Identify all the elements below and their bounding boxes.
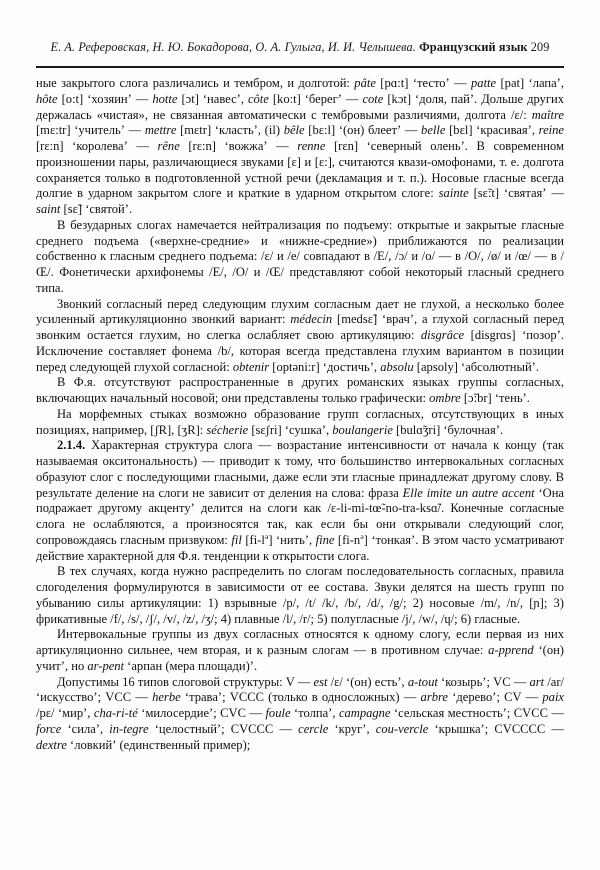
body-text-column — [36, 76, 564, 753]
paragraph — [36, 407, 564, 439]
paragraph-section-2-1-4 — [36, 438, 564, 564]
paragraph — [36, 564, 564, 627]
paragraph — [36, 675, 564, 754]
paragraph-text: В Ф.я. отсутствуют распространенные в других романских языках группы согласных, включающих начальный носовой; они представлены только графически: ombre [ɔ̃:br] ʻтеньʼ. — [36, 375, 564, 405]
paragraph — [36, 627, 564, 674]
running-head — [36, 40, 564, 55]
paragraph-text: На морфемных стыках возможно образование групп согласных, отсутствующих в иных позициях, например, [ʃR], [ʒR]: sécherie [sɛʃri] ʻсушкаʼ, boulangerie [bulɑ̃ʒri] ʻбулочнаяʼ. — [36, 406, 564, 437]
paragraph — [36, 218, 564, 297]
paragraph — [36, 76, 564, 218]
running-head-work-title: Французский язык — [419, 40, 528, 54]
paragraph-text: ные закрытого слога различались и тембром, и долготой: pâte [pɑ:t] ʻтестоʼ — patte [pat] ʻлапаʼ, hôte [o:t] ʻхозяинʼ — hotte [ɔt] ʻнавесʼ, côte [ko:t] ʻберегʼ — cote [kɔt] ʻдоля, пайʼ. Дольше других держалась «чистая», не связанная автоматически с тембровыми различиями, долгота /ɛ/: maître [mɛ:tr] ʻучительʼ — mettre [mɛtr] ʻкластьʼ, (il) bêle [bɛ:l] ʻ(он) блеетʼ — belle [bɛl] ʻкрасиваяʼ, reine [rɛ:n] ʻкоролеваʼ — rêne [rɛ:n] ʻвожжаʼ — renne [rɛn] ʻсеверный оленьʼ. В современном произношении пары, различающиеся звуками [ɛ] и [ɛ:], считаются квази-омофонами, т. е. долгота сохраняется только в подготовленной устной речи (декламация и т. п.). Носовые гласные всегда долгие в ударном закрытом слоге и краткие в ударном открытом слоге: sainte [sɛ̃:t] ʻсвятаяʼ — saint [sɛ̃] ʻсвятойʼ. — [36, 76, 564, 216]
paragraph-text: В тех случаях, когда нужно распределить по слогам последовательность согласных, правила слогоделения формулируются в зависимости от ее состава. Звуки делятся на шесть групп по убыванию силы артикуляции: 1) взрывные /p/, /t/ /k/, /b/, /d/, /g/; 2) носовые /m/, /n/, [ɲ]; 3) фрикативные /f/, /s/, /ʃ/, /v/, /z/, /ʒ/; 4) плавные /l/, /r/; 5) полугласные /j/, /w/, /ɥ/; 6) гласные. — [36, 564, 564, 626]
header-rule — [36, 66, 564, 68]
paragraph-text: Звонкий согласный перед следующим глухим согласным дает не глухой, а несколько более усиленный артикуляционно звонкий вариант: médecin [medsɛ̃] ʻврачʼ, а глухой согласный перед звонким остается глухим, но слегка ослабляет свою артикуляцию: disgrâce [disgrɑs] ʻпозорʼ. Исключение составляет фонема /b/, которая всегда представлена глухим вариантом в позиции перед следующей глухой согласной: obtenir [optəni:r] ʻдостичьʼ, absolu [apsoly] ʻабсолютныйʼ. — [36, 296, 564, 374]
running-head-authors: Е. А. Реферовская, Н. Ю. Бокадорова, О. А. Гулыга, И. И. Челышева. — [50, 40, 416, 54]
paragraph-text: В безударных слогах намечается нейтрализация по подъему: открытые и закрытые гласные среднего подъема («верхне-средние» и «нижне-средние») приближаются по реализации собственно к гласным среднего подъема: /ɛ/ и /e/ совпадают в /E/, /ɔ/ и /o/ — в /O/, /ø/ и /œ/ — в /Œ/. Фонетически архифонемы /E/, /O/ и /Œ/ представляют собой некоторый гласный среднего типа. — [36, 217, 564, 295]
paragraph — [36, 297, 564, 376]
paragraph-text: Интервокальные группы из двух согласных относятся к одному слогу, если первая из них артикуляционно сильнее, чем вторая, и к разным слогам — в противном случае: a-pprend ʻ(он) учитʼ, но ar-pent ʻарпан (мера площади)ʼ. — [36, 627, 564, 673]
paragraph-text: Допустимы 16 типов слоговой структуры: V — est /ɛ/ ʻ(он) естьʼ, a-tout ʻкозырьʼ; VC — art /ar/ ʻискусствоʼ; VCC — herbe ʻтраваʼ; VCCC (только в односложных) — arbre ʻдеревоʼ; CV — paix /pɛ/ ʻмирʼ, cha-ri-té ʻмилосердиеʼ; CVC — foule ʻтолпаʼ, campagne ʻсельская местностьʼ; CVCC — force ʻсилаʼ, in-tegre ʻцелостныйʼ; CVCCC — cercle ʻкругʼ, cou-vercle ʻкрышкаʼ; CVCCCC — dextre ʻловкийʼ (единственный пример); — [36, 674, 565, 752]
page-folio: 209 — [530, 40, 550, 54]
paragraph — [36, 375, 564, 407]
paragraph-text: 2.1.4. Характерная структура слога — возрастание интенсивности от начала к концу (так называемая окситональность) — приводит к тому, что большинство интервокальных согласных образуют слог с последующими гласными, даже если эти гласные принадлежат другому слову. В результате деление на слоги не зависит от деления на слова: фраза Elle imite un autre accent ʻОна подражает другому акцентуʼ делится на слоги как /ɛ-li-mi-tœ̃-no-tra-ksɑ̃/. Конечные согласные слога не ослабляются, а произносятся так, как если бы они открывали следующий слог, сопровождаясь гласным призвуком: fil $[fi-l^ə]$ ʻнитьʼ, fine $[fi-n^ə]$ ʻтонкаяʼ. В этом часто усматривают действие характерной для Ф.я. тенденции к открытости слога. — [36, 438, 564, 563]
